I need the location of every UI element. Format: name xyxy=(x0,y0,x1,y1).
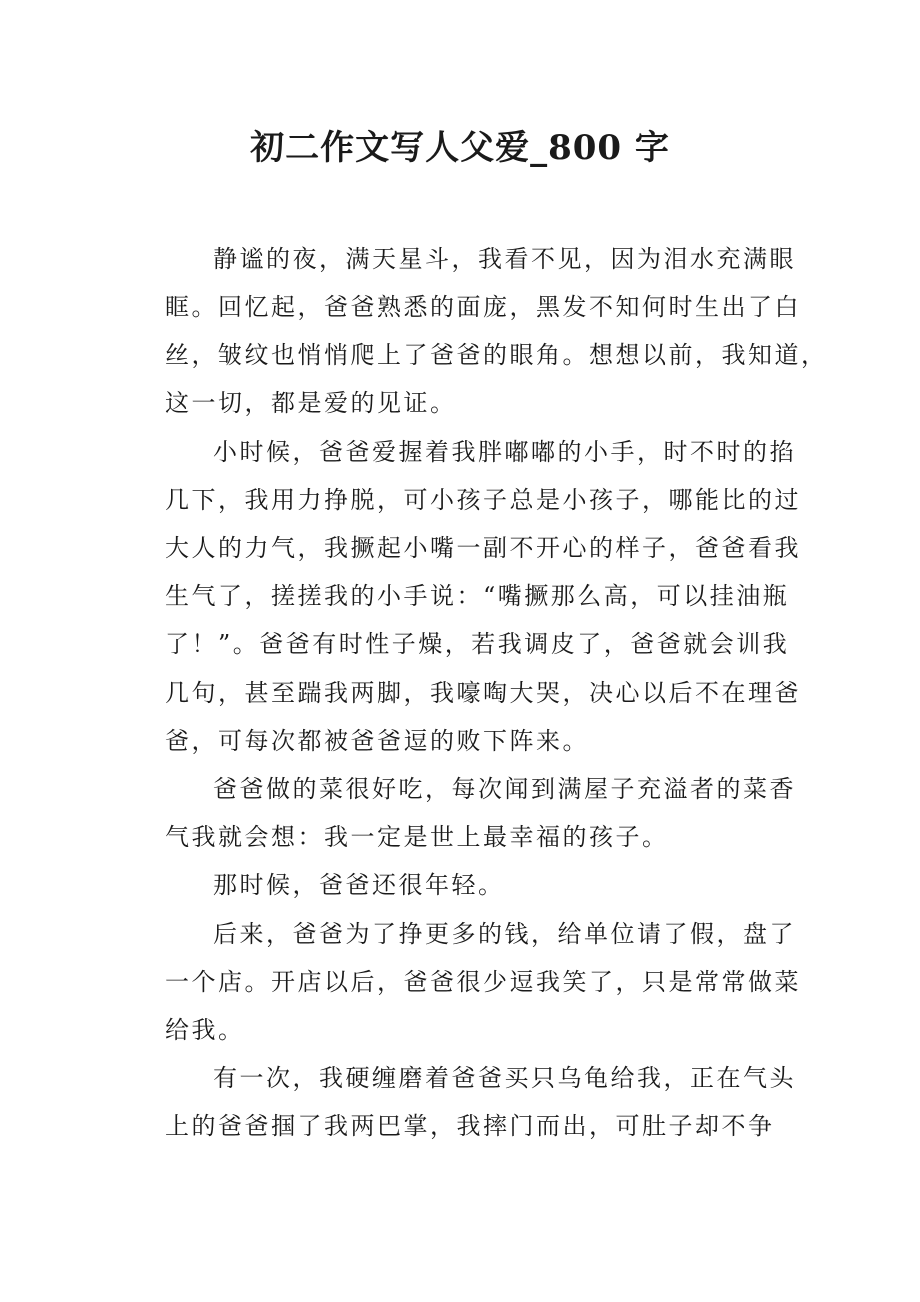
paragraph-4-line-1: 那时候，爸爸还很年轻。 xyxy=(213,871,505,899)
paragraph-2-line-5: 了！”。爸爸有时性子燥，若我调皮了，爸爸就会训我 xyxy=(165,630,790,658)
paragraph-6-line-1: 有一次，我硬缠磨着爸爸买只乌龟给我，正在气头 xyxy=(213,1064,796,1092)
paragraph-2-line-3: 大人的力气，我撅起小嘴一副不开心的样子，爸爸看我 xyxy=(165,534,801,562)
paragraph-2-line-6: 几句，甚至踹我两脚，我嚎啕大哭，决心以后不在理爸 xyxy=(165,679,801,707)
paragraph-2-line-2: 几下，我用力挣脱，可小孩子总是小孩子，哪能比的过 xyxy=(165,486,801,514)
paragraph-2-line-7: 爸，可每次都被爸爸逗的败下阵来。 xyxy=(165,727,589,755)
paragraph-5-line-2: 一个店。开店以后，爸爸很少逗我笑了，只是常常做菜 xyxy=(165,968,801,996)
paragraph-3-line-2: 气我就会想：我一定是世上最幸福的孩子。 xyxy=(165,823,669,851)
paragraph-3-line-1: 爸爸做的菜很好吃，每次闻到满屋子充溢者的菜香 xyxy=(213,775,796,803)
paragraph-5-line-3: 给我。 xyxy=(165,1016,245,1044)
document-title: 初二作文写人父爱_800 字 xyxy=(250,128,670,168)
paragraph-1-line-1: 静谧的夜，满天星斗，我看不见，因为泪水充满眼 xyxy=(213,245,796,273)
paragraph-1-line-3: 丝，皱纹也悄悄爬上了爸爸的眼角。想想以前，我知道， xyxy=(165,341,828,369)
paragraph-5-line-1: 后来，爸爸为了挣更多的钱，给单位请了假，盘了 xyxy=(213,920,796,948)
paragraph-2-line-4: 生气了，搓搓我的小手说：“嘴撅那么高，可以挂油瓶 xyxy=(165,582,790,610)
paragraph-1-line-2: 眶。回忆起，爸爸熟悉的面庞，黑发不知何时生出了白 xyxy=(165,293,801,321)
paragraph-6-line-2: 上的爸爸掴了我两巴掌，我摔门而出，可肚子却不争 xyxy=(165,1112,775,1140)
paragraph-2-line-1: 小时候，爸爸爱握着我胖嘟嘟的小手，时不时的掐 xyxy=(213,438,796,466)
paragraph-1-line-4: 这一切，都是爱的见证。 xyxy=(165,389,457,417)
